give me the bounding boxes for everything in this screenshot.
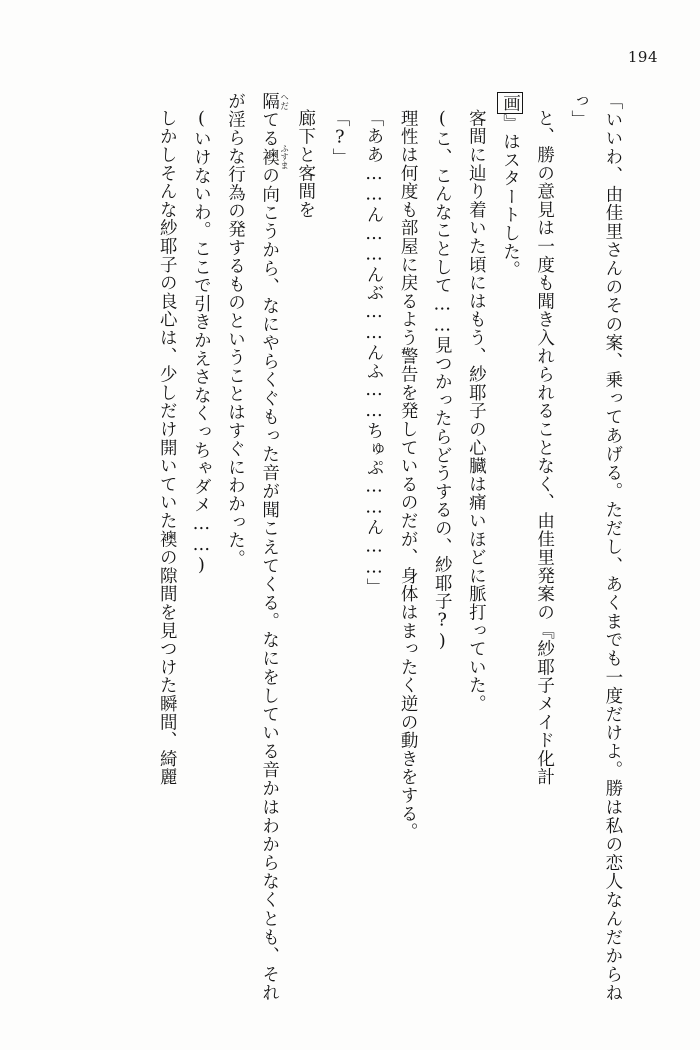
ruby-fusuma: 襖 ふすま bbox=[259, 144, 289, 170]
paragraph-7: 「?」 bbox=[329, 109, 350, 167]
page-text-body bbox=[40, 92, 664, 1002]
paragraph-2-part-a: と、勝の意見は一度も聞き入れられることなく、由佳里発案の『紗耶子メイド化計 bbox=[534, 109, 555, 787]
paragraph-8-part-c: の向こうから、なにやらくぐもった音が聞こえてくる。なにをしている音かはわからなくとも、それが淫らな行為の発するものということはすぐにわかった。 bbox=[225, 92, 280, 1002]
paragraph-2-part-b: 』はスタートした。 bbox=[500, 114, 521, 280]
paragraph-8-part-a: 廊下と客間を bbox=[295, 109, 316, 219]
paragraph-10: しかしそんな紗耶子の良心は、少しだけ開いていた襖の隙間を見つけた瞬間、綺麗 bbox=[157, 109, 178, 787]
paragraph-6: 「ああ……ん……んぶ……んふ……ちゅぷ……ん……」 bbox=[364, 109, 384, 597]
paragraph-8-part-b: てる bbox=[259, 110, 280, 148]
paragraph-1: 「いいわ、由佳里さんのその案、乗ってあげる。ただし、あくまでも一度だけよ。勝は私の恋人なんだからねっ」 bbox=[568, 92, 623, 1002]
ruby-hedateru: 隔 へだ bbox=[259, 92, 289, 111]
paragraph-5: 理性は何度も部屋に戻るよう警告を発しているのだが、身体はまったく逆の動きをする。 bbox=[398, 109, 419, 841]
paragraph-9: (いけないわ。ここで引きかえさなくっちゃダメ……) bbox=[191, 109, 212, 577]
boxed-glyph: 画 bbox=[497, 92, 522, 114]
paragraph-3: 客間に辿り着いた頃にはもう、紗耶子の心臓は痛いほどに脈打っていた。 bbox=[466, 109, 487, 713]
ruby-text-hedateru: へだ bbox=[278, 92, 289, 111]
ruby-text-fusuma: ふすま bbox=[278, 144, 289, 170]
paragraph-4: (こ、こんなことして……見つかったらどうするの、紗耶子?) bbox=[432, 109, 453, 653]
page-number: 194 bbox=[627, 48, 658, 66]
